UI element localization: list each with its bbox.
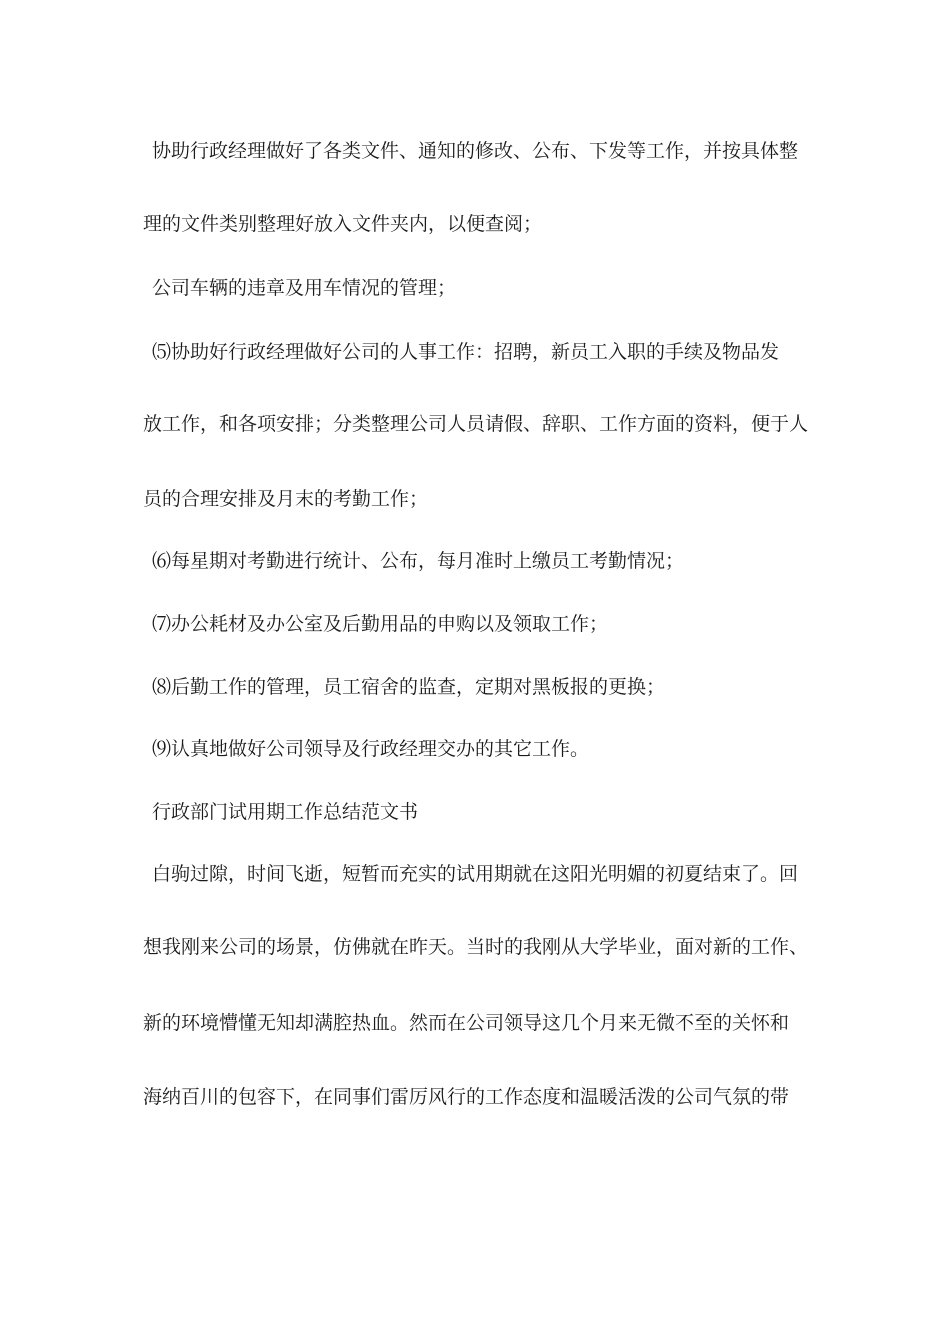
list-item-5: ⑸协助好行政经理做好公司的人事工作：招聘，新员工入职的手续及物品发: [152, 341, 780, 363]
list-item-6: ⑹每星期对考勤进行统计、公布，每月准时上缴员工考勤情况；: [152, 550, 685, 572]
paragraph-line: 理的文件类别整理好放入文件夹内，以便查阅；: [143, 213, 543, 235]
paragraph-line: 新的环境懵懂无知却满腔热血。然而在公司领导这几个月来无微不至的关怀和: [143, 1012, 790, 1034]
paragraph-line: 海纳百川的包容下，在同事们雷厉风行的工作态度和温暖活泼的公司气氛的带: [143, 1086, 790, 1108]
list-item-9: ⑼认真地做好公司领导及行政经理交办的其它工作。: [152, 738, 590, 760]
paragraph-line: 放工作，和各项安排；分类整理公司人员请假、辞职、工作方面的资料，便于人: [143, 413, 809, 435]
list-item-7: ⑺办公耗材及办公室及后勤用品的申购以及领取工作；: [152, 613, 609, 635]
paragraph-line: 公司车辆的违章及用车情况的管理；: [152, 277, 457, 299]
paragraph-line: 协助行政经理做好了各类文件、通知的修改、公布、下发等工作，并按具体整: [152, 140, 799, 162]
paragraph-line: 白驹过隙，时间飞逝，短暂而充实的试用期就在这阳光明媚的初夏结束了。回: [152, 863, 799, 885]
section-heading: 行政部门试用期工作总结范文书: [152, 801, 419, 823]
paragraph-line: 员的合理安排及月末的考勤工作；: [143, 488, 429, 510]
paragraph-line: 想我刚来公司的场景，仿佛就在昨天。当时的我刚从大学毕业，面对新的工作、: [143, 936, 809, 958]
list-item-8: ⑻后勤工作的管理，员工宿舍的监查，定期对黑板报的更换；: [152, 676, 666, 698]
